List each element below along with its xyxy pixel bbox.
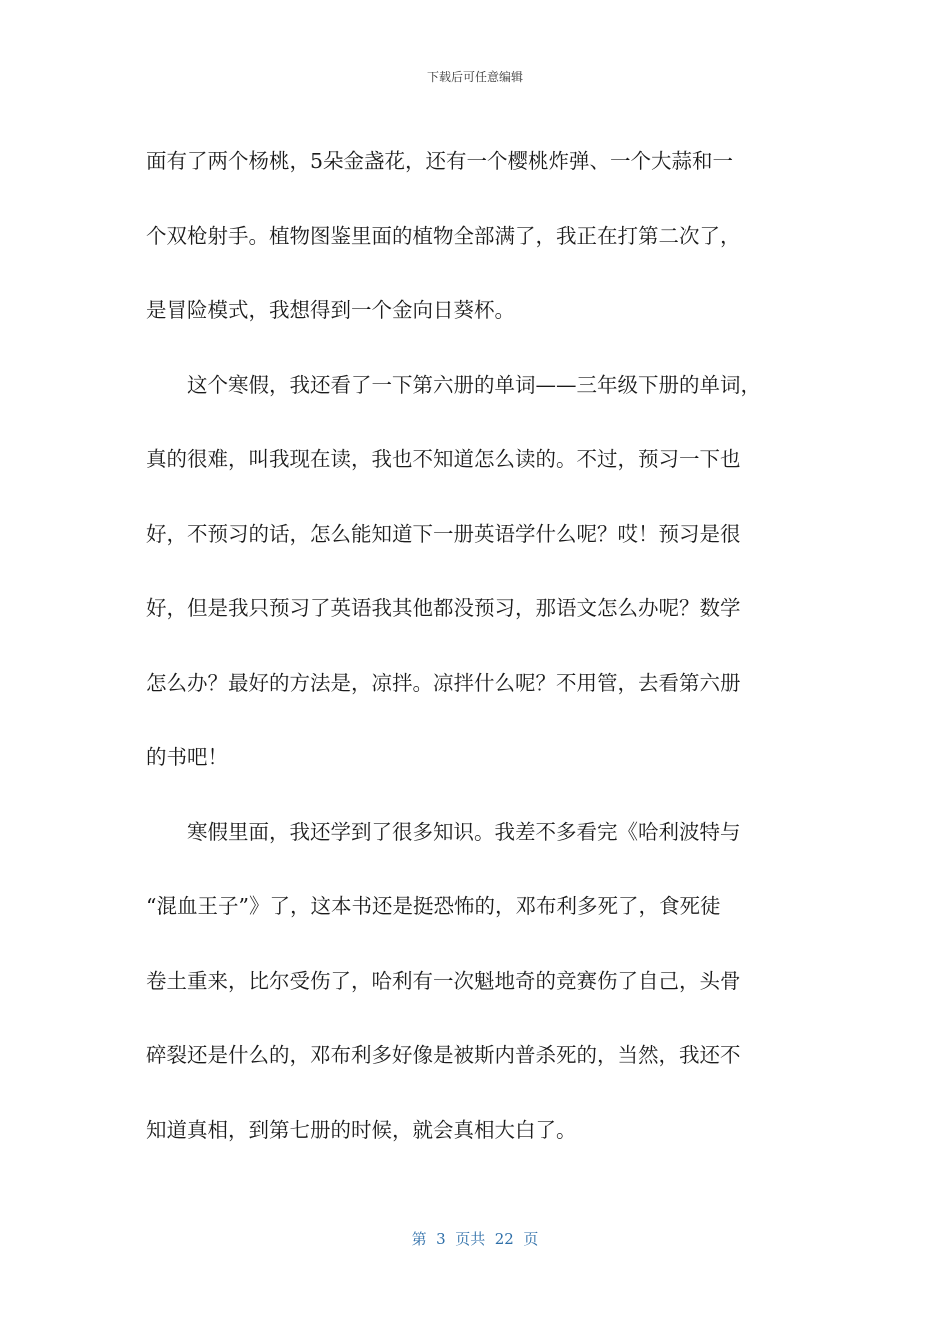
page-number-footer: 第 3 页共 22 页 (411, 1230, 539, 1248)
paragraph (146, 348, 806, 795)
text-line: 好，但是我只预习了英语我其他都没预习，那语文怎么办呢？数学 (146, 596, 741, 620)
paragraph (146, 795, 806, 1168)
text-line: 好，不预习的话，怎么能知道下一册英语学什么呢？哎！预习是很 (146, 521, 741, 546)
page-header: 下载后可任意编辑 (426, 70, 523, 84)
text-line: “混血王子”》了，这本书还是挺恐怖的，邓布利多死了，食死徒 (146, 894, 721, 918)
paragraph (146, 124, 806, 348)
document-body (146, 124, 806, 1167)
text-line: 碎裂还是什么的，邓布利多好像是被斯内普杀死的，当然，我还不 (146, 1043, 741, 1067)
text-line: 怎么办？最好的方法是，凉拌。凉拌什么呢？不用管，去看第六册 (146, 670, 741, 695)
text-line: 面有了两个杨桃，5朵金盏花，还有一个樱桃炸弹、一个大蒜和一 (146, 149, 734, 173)
text-line: 这个寒假，我还看了一下第六册的单词——三年级下册的单词， (146, 372, 761, 397)
text-line: 是冒险模式，我想得到一个金向日葵杯。 (146, 298, 515, 322)
text-line: 的书吧！ (146, 745, 228, 769)
text-line: 个双枪射手。植物图鉴里面的植物全部满了，我正在打第二次了， (146, 223, 741, 248)
text-line: 知道真相，到第七册的时候，就会真相大白了。 (146, 1117, 577, 1142)
text-line: 真的很难，叫我现在读，我也不知道怎么读的。不过，预习一下也 (146, 447, 741, 471)
text-line: 寒假里面，我还学到了很多知识。我差不多看完《哈利波特与 (146, 819, 741, 844)
text-line: 卷土重来，比尔受伤了，哈利有一次魁地奇的竞赛伤了自己，头骨 (146, 968, 741, 993)
